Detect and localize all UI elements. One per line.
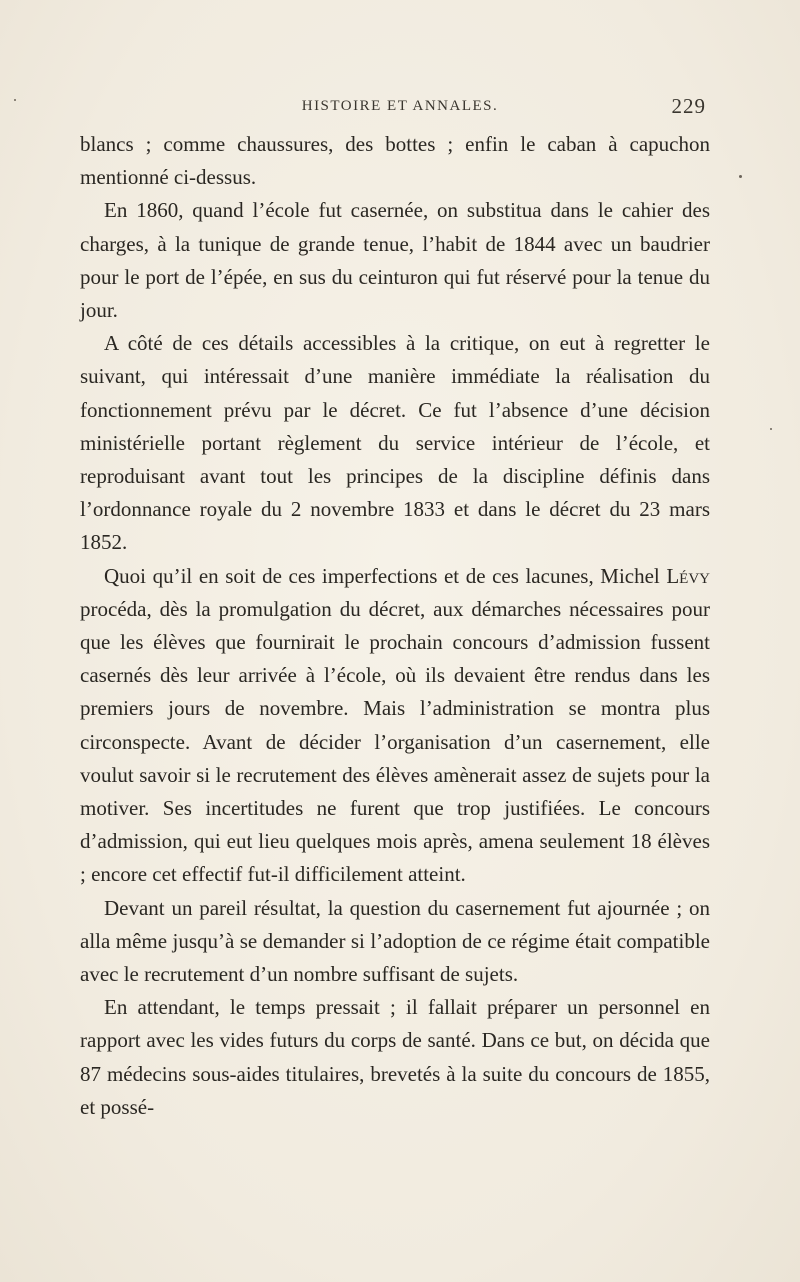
paper-speck bbox=[739, 175, 742, 178]
paragraph-3: A côté de ces détails accessibles à la critique, on eut à regretter le suivant, qui intéressait d’une manière immédiate la réalisation du fonctionnement prévu par le décret. Ce fut l’absence d’une décision ministérielle portant règlement du service intérieur de l’école, et reproduisant avant tout les principes de la discipline définis dans l’ordonnance royale du 2 novembre 1833 et dans le décret du 23 mars 1852. bbox=[80, 331, 710, 555]
body-text bbox=[80, 128, 710, 1124]
paragraph-2: En 1860, quand l’école fut casernée, on substitua dans le cahier des charges, à la tunique de grande tenue, l’habit de 1844 avec un baudrier pour le port de l’épée, en sus du ceinturon qui fut réservé pour la tenue du jour. bbox=[80, 198, 710, 323]
paragraph-4-text-after: procéda, dès la promulgation du décret, aux démarches nécessaires pour que les élèves que fournirait le prochain concours d’admission fussent casernés dès leur arrivée à l’école, où ils devaient être rendus dans les premiers jours de novembre. Mais l’administration se montra plus circonspecte. Avant de décider l’organisation d’un casernement, elle voulut savoir si le recrutement des élèves amènerait assez de sujets pour la motiver. Ses incertitudes ne furent que trop justifiées. Le concours d’admission, qui eut lieu quelques mois après, amena seulement 18 élèves ; encore cet effectif fut-il difficilement atteint. bbox=[80, 596, 710, 887]
paragraph-4 bbox=[80, 560, 710, 892]
paragraph-4-text-before: Quoi qu’il en soit de ces imperfections et de ces lacunes, Michel bbox=[104, 563, 667, 588]
paragraph-5: Devant un pareil résultat, la question du casernement fut ajournée ; on alla même jusqu’à se demander si l’adoption de ce régime était compatible avec le recrutement d’un nombre suffisant de sujets. bbox=[80, 895, 710, 987]
author-name-smallcaps: Lévy bbox=[666, 563, 710, 588]
paragraph-6: En attendant, le temps pressait ; il fallait préparer un personnel en rapport avec les vides futurs du corps de santé. Dans ce but, on décida que 87 médecins sous-aides titulaires, brevetés à la suite du concours de 1855, et possé- bbox=[80, 995, 710, 1119]
page-number: 229 bbox=[671, 94, 706, 118]
paragraph-1: blancs ; comme chaussures, des bottes ; enfin le caban à capuchon mentionné ci-dessus. bbox=[80, 132, 710, 190]
page-header bbox=[0, 94, 800, 122]
running-title: HISTOIRE ET ANNALES. bbox=[301, 98, 499, 114]
paper-speck bbox=[770, 428, 772, 430]
